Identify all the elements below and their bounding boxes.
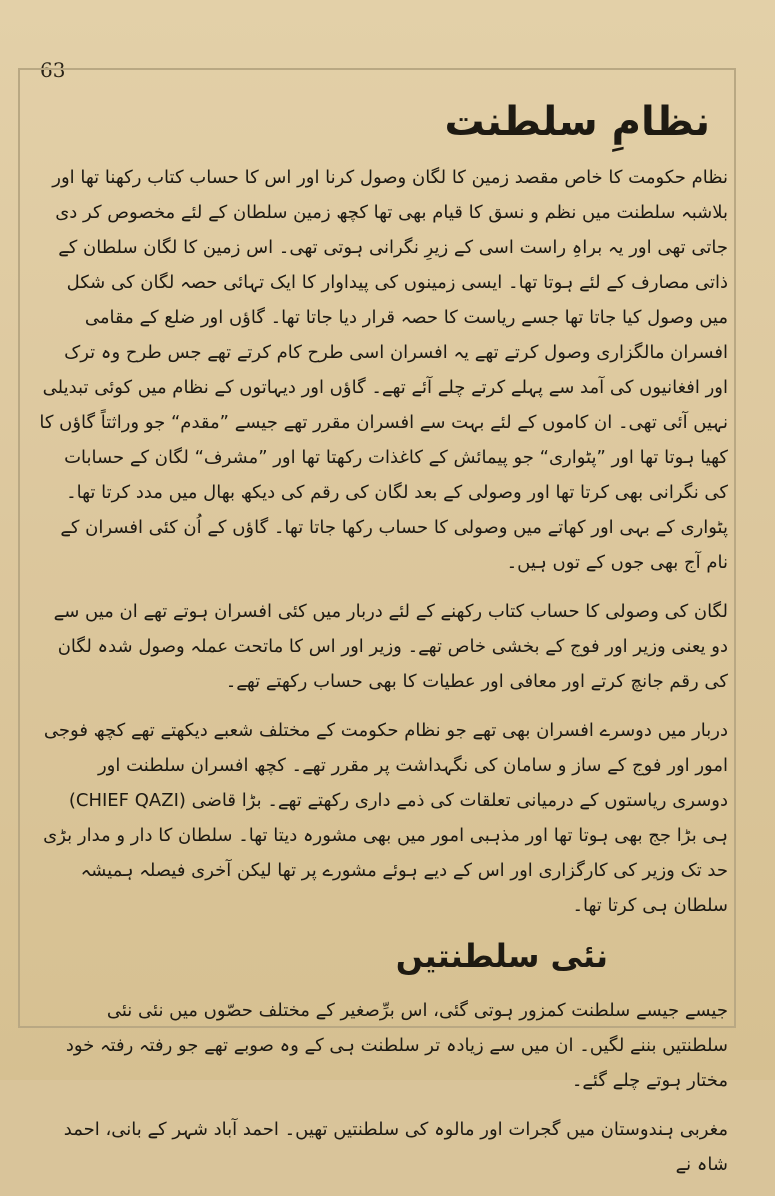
paragraph-new-sultanates: جیسے جیسے سلطنت کمزور ہوتی گئی، اس برِّصغیر کے مختلف حصّوں میں نئی نئی سلطنتیں بننے لگیں۔ ان میں سے زیادہ تر سلطنت ہی کے وہ صوبے تھے جو رفتہ رفتہ خود مختار ہوتے چلے گئے۔ xyxy=(65,1000,728,1092)
page-number: 63 xyxy=(40,58,66,82)
paragraph-court-accounts: لگان کی وصولی کا حساب کتاب رکھنے کے لئے دربار میں کئی افسران ہوتے تھے ان میں سے دو یعنی وزیر اور فوج کے بخشی خاص تھے۔ وزیر اور اس کا ماتحت عملہ وصول شدہ لگان کی رقم جانچ کرتے اور معافی اور عطیات کا بھی حساب رکھتے تھے۔ xyxy=(53,601,728,692)
paragraph-court-officers: دربار میں دوسرے افسران بھی تھے جو نظام حکومت کے مختلف شعبے دیکھتے تھے کچھ فوجی امور اور فوج کے ساز و سامان کی نگہداشت پر مقرر تھے۔ کچھ افسران سلطنت اور دوسری ریاستوں کے درمیانی تعلقات کی ذمے داری رکھتے تھے۔ بڑا قاضی (CHIEF QAZI) ہی بڑا جج بھی ہوتا تھا اور مذہبی امور میں بھی مشورہ دیتا تھا۔ سلطان کا دار و مدار بڑی حد تک وزیر کی کارگزاری اور اس کے دیے ہوئے مشورے پر تھا لیکن آخری فیصلہ ہمیشہ سلطان ہی کرتا تھا۔ xyxy=(43,720,728,916)
paragraph-revenue-system: نظام حکومت کا خاص مقصد زمین کا لگان وصول کرنا اور اس کا حساب کتاب رکھنا تھا اور بلاشبہ سلطنت میں نظم و نسق کا قیام بھی تھا کچھ زمین سلطان کے لئے مخصوص کر دی جاتی تھی اور یہ براہِ راست اسی کے زیرِ نگرانی ہوتی تھی۔ اس زمین کا لگان سلطان کے ذاتی مصارف کے لئے ہوتا تھا۔ ایسی زمینوں کی پیداوار کا ایک تہائی حصہ لگان کی شکل میں وصول کیا جاتا تھا جسے ریاست کا حصہ قرار دیا جاتا تھا۔ گاؤں اور ضلع کے مقامی افسران مالگزاری وصول کرتے تھے یہ افسران اسی طرح کام کرتے تھے جس طرح وہ ترک اور افغانیوں کی آمد سے پہلے کرتے چلے آئے تھے۔ گاؤں اور دیہاتوں کے نظام میں کوئی تبدیلی نہیں آئی تھی۔ ان کاموں کے لئے بہت سے افسران مقرر تھے جیسے ”مقدم“ جو وراثتاً گاؤں کا کھیا ہوتا تھا اور ”پٹواری“ جو پیمائش کے کاغذات رکھتا تھا اور ”مشرف“ لگان کے حسابات کی نگرانی بھی کرتا تھا اور وصولی کے بعد لگان کی رقم کی دیکھ بھال میں مدد کرتا تھا۔ پٹواری کے بہی اور کھاتے میں وصولی کا حساب رکھا جاتا تھا۔ گاؤں کے اُن کئی افسران کے نام آج بھی جوں کے توں ہیں۔ xyxy=(39,167,728,573)
page-content xyxy=(38,98,728,1196)
section-subtitle: نئی سلطنتیں xyxy=(395,937,608,975)
paragraph-gujarat-malwa: مغربی ہندوستان میں گجرات اور مالوہ کی سلطنتیں تھیں۔ احمد آباد شہر کے بانی، احمد شاہ نے xyxy=(63,1119,728,1176)
section-title: نظامِ سلطنت xyxy=(444,99,710,145)
